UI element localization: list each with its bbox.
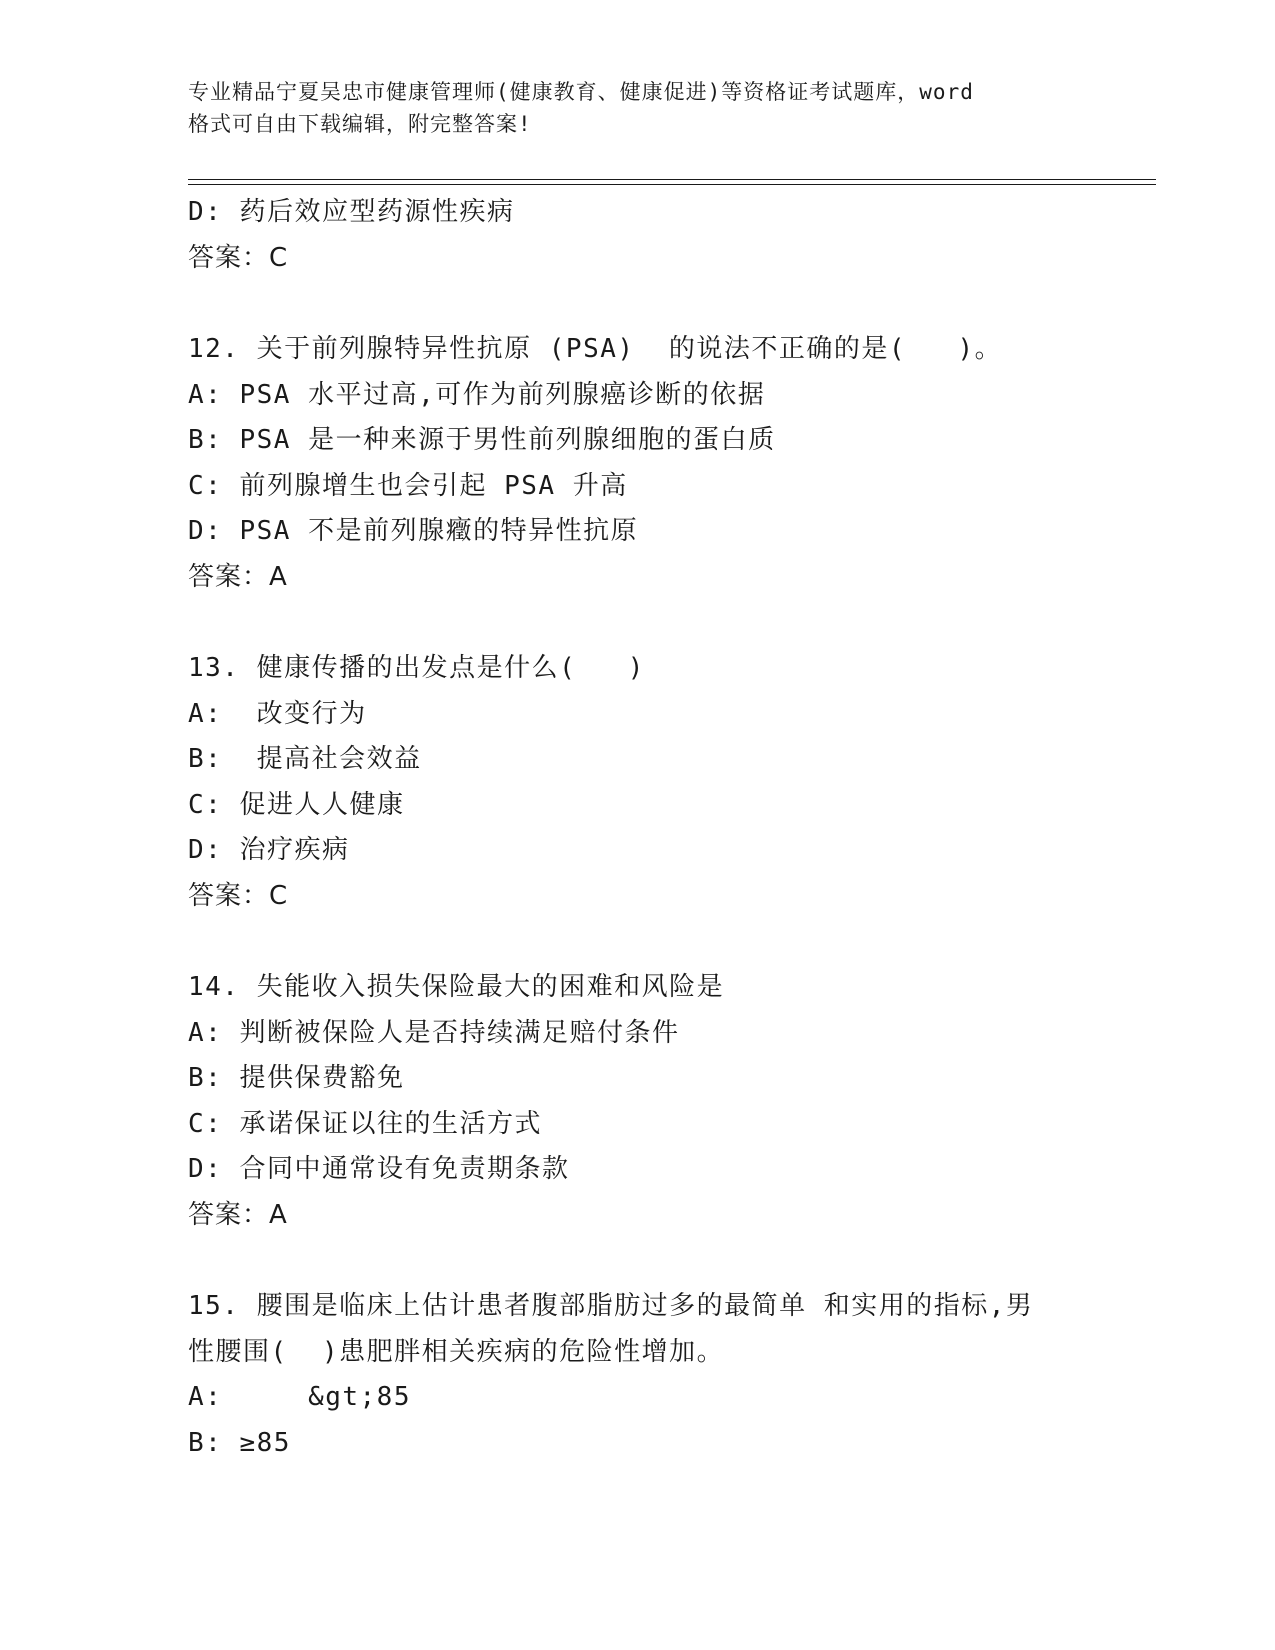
question-stem-line-1: 15. 腰围是临床上估计患者腹部脂肪过多的最简单 和实用的指标,男 [188,1291,1034,1321]
option-d: D: 合同中通常设有免责期条款 [188,1154,570,1184]
answer-line: 答案：C [188,242,289,273]
spacer [188,1238,1088,1284]
option-d: D: PSA 不是前列腺癥的特异性抗原 [188,516,639,546]
option-d: D: 治疗疾病 [188,835,350,865]
option-a: A: 改变行为 [188,698,367,729]
option-c: C: 前列腺增生也会引起 PSA 升高 [188,470,628,501]
spacer [188,600,1088,646]
option-a: A: &gt;85 [188,1382,411,1412]
option-a: A: PSA 水平过高,可作为前列腺癌诊断的依据 [188,379,766,410]
option-b: B: PSA 是一种来源于男性前列腺细胞的蛋白质 [188,425,776,455]
option-b: B: 提供保费豁免 [188,1063,405,1093]
question-stem: 14. 失能收入损失保险最大的困难和风险是 [188,972,725,1002]
question-11-tail [188,190,1088,281]
option-d: D: 药后效应型药源性疾病 [188,197,515,227]
question-15 [188,1284,1088,1466]
header-divider [188,179,1156,185]
header-line-1: 专业精品宁夏吴忠市健康管理师(健康教育、健康促进)等资格证考试题库，word [188,80,974,104]
answer-line: 答案：A [188,561,288,592]
spacer [188,919,1088,965]
question-stem: 13. 健康传播的出发点是什么( ) [188,653,645,683]
question-13 [188,646,1088,919]
answer-line: 答案：A [188,1199,288,1230]
spacer [188,281,1088,327]
answer-line: 答案：C [188,880,289,911]
option-a: A: 判断被保险人是否持续满足赔付条件 [188,1017,680,1048]
question-stem-line-2: 性腰围( )患肥胖相关疾病的危险性增加。 [188,1336,725,1367]
question-stem: 12. 关于前列腺特异性抗原 (PSA) 的说法不正确的是( )。 [188,334,1003,364]
header-line-2: 格式可自由下载编辑，附完整答案! [188,112,532,136]
question-list [188,190,1088,1466]
question-14 [188,965,1088,1238]
option-b: B: ≥85 [188,1427,291,1458]
page-header [188,76,1068,140]
option-c: C: 促进人人健康 [188,789,405,820]
option-b: B: 提高社会效益 [188,744,422,774]
option-c: C: 承诺保证以往的生活方式 [188,1108,542,1139]
question-12 [188,327,1088,600]
